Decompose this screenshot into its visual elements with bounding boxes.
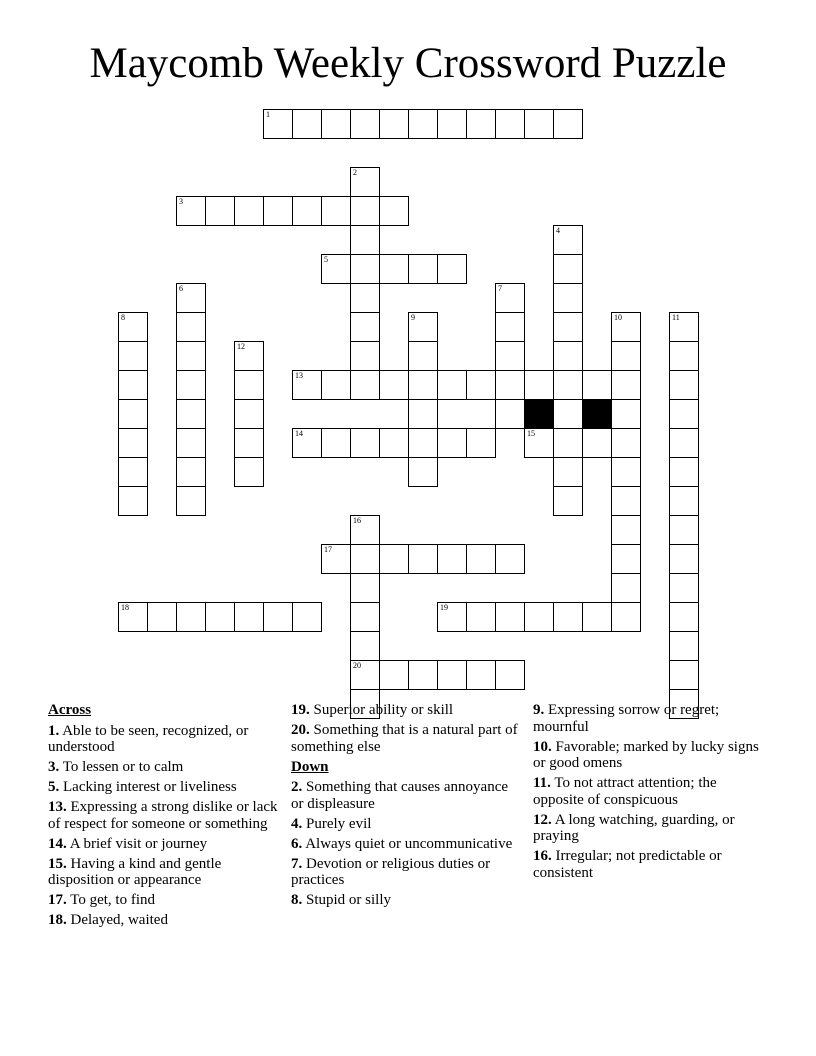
grid-cell[interactable] xyxy=(611,457,641,487)
grid-cell[interactable] xyxy=(611,515,641,545)
cell-number: 16 xyxy=(353,516,361,525)
clue-number: 1. xyxy=(48,722,60,739)
grid-cell[interactable] xyxy=(553,254,583,284)
grid-cell[interactable] xyxy=(524,370,554,400)
grid-cell[interactable] xyxy=(379,544,409,574)
grid-cell[interactable] xyxy=(669,486,699,516)
grid-cell[interactable] xyxy=(234,428,264,458)
grid-cell[interactable] xyxy=(350,225,380,255)
grid-cell[interactable] xyxy=(669,660,699,690)
grid-cell[interactable] xyxy=(408,341,438,371)
clue-number: 3. xyxy=(48,759,60,775)
grid-cell[interactable] xyxy=(350,515,380,545)
grid-cell[interactable] xyxy=(466,602,496,632)
grid-cell[interactable] xyxy=(466,428,496,458)
clue-down-11 xyxy=(533,775,763,808)
grid-cell[interactable] xyxy=(118,602,148,632)
grid-cell[interactable] xyxy=(611,312,641,342)
clue-number: 17. xyxy=(48,892,67,908)
grid-cell[interactable] xyxy=(524,428,554,458)
grid-cell[interactable] xyxy=(611,486,641,516)
grid-cell[interactable] xyxy=(669,399,699,429)
grid-cell[interactable] xyxy=(350,631,380,661)
grid-cell[interactable] xyxy=(118,399,148,429)
grid-cell[interactable] xyxy=(611,428,641,458)
grid-cell[interactable] xyxy=(611,573,641,603)
grid-cell[interactable] xyxy=(611,341,641,371)
grid-cell[interactable] xyxy=(350,341,380,371)
grid-cell[interactable] xyxy=(611,370,641,400)
grid-cell[interactable] xyxy=(408,544,438,574)
grid-cell[interactable] xyxy=(350,573,380,603)
cell-number: 5 xyxy=(324,255,328,264)
clue-down-6 xyxy=(291,836,521,853)
grid-cell[interactable] xyxy=(379,109,409,139)
grid-cell[interactable] xyxy=(350,312,380,342)
clue-number: 12. xyxy=(533,811,552,828)
clue-number: 7. xyxy=(291,855,303,872)
clue-text: Expressing sorrow or regret; mournful xyxy=(533,702,720,735)
cell-number: 18 xyxy=(121,603,129,612)
grid-cell[interactable] xyxy=(611,602,641,632)
grid-cell[interactable] xyxy=(582,370,612,400)
grid-cell[interactable] xyxy=(669,631,699,661)
grid-cell[interactable] xyxy=(292,109,322,139)
grid-cell[interactable] xyxy=(611,399,641,429)
clue-text: To lessen or to calm xyxy=(62,759,184,775)
grid-cell[interactable] xyxy=(234,399,264,429)
grid-cell[interactable] xyxy=(495,109,525,139)
grid-cell[interactable] xyxy=(495,660,525,690)
black-cell xyxy=(524,399,554,429)
grid-cell[interactable] xyxy=(292,602,322,632)
clue-down-4 xyxy=(291,816,521,833)
grid-cell[interactable] xyxy=(263,196,293,226)
grid-cell[interactable] xyxy=(379,196,409,226)
cell-number: 14 xyxy=(295,429,303,438)
grid-cell[interactable] xyxy=(553,428,583,458)
grid-cell[interactable] xyxy=(234,370,264,400)
cell-number: 7 xyxy=(498,284,502,293)
grid-cell[interactable] xyxy=(437,370,467,400)
clue-number: 16. xyxy=(533,848,552,864)
grid-cell[interactable] xyxy=(553,486,583,516)
grid-cell[interactable] xyxy=(669,573,699,603)
grid-cell[interactable] xyxy=(350,428,380,458)
grid-cell[interactable] xyxy=(437,254,467,284)
clue-down-9 xyxy=(533,702,763,735)
grid-cell[interactable] xyxy=(118,312,148,342)
grid-cell[interactable] xyxy=(118,428,148,458)
grid-cell[interactable] xyxy=(495,602,525,632)
grid-cell[interactable] xyxy=(379,428,409,458)
grid-cell[interactable] xyxy=(350,283,380,313)
grid-cell[interactable] xyxy=(350,109,380,139)
grid-cell[interactable] xyxy=(234,341,264,371)
cell-number: 17 xyxy=(324,545,332,554)
clue-down-2 xyxy=(291,779,521,812)
clue-text: Purely evil xyxy=(306,815,372,832)
grid-cell[interactable] xyxy=(408,399,438,429)
grid-cell[interactable] xyxy=(379,254,409,284)
grid-cell[interactable] xyxy=(437,660,467,690)
clue-across-1 xyxy=(48,723,280,756)
clue-text: Delayed, waited xyxy=(70,912,168,928)
clues-column-1 xyxy=(48,702,280,932)
clues-column-3 xyxy=(533,702,763,885)
grid-cell[interactable] xyxy=(321,196,351,226)
grid-cell[interactable] xyxy=(350,254,380,284)
grid-cell[interactable] xyxy=(495,399,525,429)
grid-cell[interactable] xyxy=(234,602,264,632)
grid-cell[interactable] xyxy=(118,486,148,516)
grid-cell[interactable] xyxy=(350,544,380,574)
grid-cell[interactable] xyxy=(669,544,699,574)
clue-across-18 xyxy=(48,912,280,929)
clue-text: Superior ability or skill xyxy=(313,702,454,718)
grid-cell[interactable] xyxy=(234,457,264,487)
clue-number: 14. xyxy=(48,835,67,852)
clue-number: 8. xyxy=(291,892,303,908)
cell-number: 12 xyxy=(237,342,245,351)
cell-number: 6 xyxy=(179,284,183,293)
grid-cell[interactable] xyxy=(176,602,206,632)
clue-text: Expressing a strong dislike or lack of respect for someone or something xyxy=(48,799,278,832)
grid-cell[interactable] xyxy=(437,544,467,574)
cell-number: 8 xyxy=(121,313,125,322)
grid-cell[interactable] xyxy=(176,196,206,226)
across-header: Across xyxy=(48,702,92,718)
grid-cell[interactable] xyxy=(437,109,467,139)
clue-text: Something that causes annoyance or displeasure xyxy=(291,779,509,812)
grid-cell[interactable] xyxy=(234,196,264,226)
grid-cell[interactable] xyxy=(669,602,699,632)
grid-cell[interactable] xyxy=(263,602,293,632)
down-header: Down xyxy=(291,758,329,775)
clue-text: Favorable; marked by lucky signs or good omens xyxy=(533,738,759,771)
cell-number: 3 xyxy=(179,197,183,206)
cell-number: 15 xyxy=(527,429,535,438)
clue-number: 13. xyxy=(48,799,67,815)
page-title: Maycomb Weekly Crossword Puzzle xyxy=(89,40,727,87)
grid-cell[interactable] xyxy=(553,109,583,139)
grid-cell[interactable] xyxy=(350,167,380,197)
clue-number: 4. xyxy=(291,815,303,832)
grid-cell[interactable] xyxy=(553,283,583,313)
clue-down-12 xyxy=(533,812,763,845)
grid-cell[interactable] xyxy=(524,109,554,139)
grid-cell[interactable] xyxy=(350,370,380,400)
clue-number: 15. xyxy=(48,855,67,872)
clues-column-2 xyxy=(291,702,521,912)
grid-cell[interactable] xyxy=(176,486,206,516)
grid-cell[interactable] xyxy=(321,109,351,139)
grid-cell[interactable] xyxy=(118,457,148,487)
grid-cell[interactable] xyxy=(321,370,351,400)
grid-cell[interactable] xyxy=(495,312,525,342)
grid-cell[interactable] xyxy=(292,370,322,400)
clue-across-5 xyxy=(48,779,280,796)
grid-cell[interactable] xyxy=(176,370,206,400)
grid-cell[interactable] xyxy=(408,428,438,458)
grid-cell[interactable] xyxy=(495,370,525,400)
grid-cell[interactable] xyxy=(553,457,583,487)
black-cell xyxy=(582,399,612,429)
clue-number: 6. xyxy=(291,835,303,852)
grid-cell[interactable] xyxy=(205,196,235,226)
grid-cell[interactable] xyxy=(350,196,380,226)
grid-cell[interactable] xyxy=(553,399,583,429)
grid-cell[interactable] xyxy=(321,254,351,284)
clue-text: Lacking interest or liveliness xyxy=(63,779,237,795)
clue-text: Stupid or silly xyxy=(306,892,392,908)
clue-text: Always quiet or uncommunicative xyxy=(305,835,513,852)
grid-cell[interactable] xyxy=(176,428,206,458)
grid-cell[interactable] xyxy=(408,370,438,400)
grid-cell[interactable] xyxy=(437,602,467,632)
clue-number: 11. xyxy=(533,775,551,791)
grid-cell[interactable] xyxy=(321,428,351,458)
grid-cell[interactable] xyxy=(466,370,496,400)
grid-cell[interactable] xyxy=(147,602,177,632)
grid-cell[interactable] xyxy=(611,544,641,574)
clue-across-13 xyxy=(48,799,280,832)
grid-cell[interactable] xyxy=(408,660,438,690)
grid-cell[interactable] xyxy=(553,225,583,255)
grid-cell[interactable] xyxy=(553,370,583,400)
clue-number: 2. xyxy=(291,779,303,795)
grid-cell[interactable] xyxy=(495,544,525,574)
grid-cell[interactable] xyxy=(669,515,699,545)
grid-cell[interactable] xyxy=(263,109,293,139)
cell-number: 4 xyxy=(556,226,560,235)
cell-number: 19 xyxy=(440,603,448,612)
clue-text: Devotion or religious duties or practices xyxy=(291,855,491,888)
grid-cell[interactable] xyxy=(408,254,438,284)
grid-cell[interactable] xyxy=(408,312,438,342)
clue-down-7 xyxy=(291,856,521,889)
clue-down-8 xyxy=(291,892,521,909)
cell-number: 10 xyxy=(614,313,622,322)
grid-cell[interactable] xyxy=(176,341,206,371)
grid-cell[interactable] xyxy=(379,660,409,690)
cell-number: 1 xyxy=(266,110,270,119)
grid-cell[interactable] xyxy=(321,544,351,574)
grid-cell[interactable] xyxy=(669,312,699,342)
grid-cell[interactable] xyxy=(176,312,206,342)
clue-text: A long watching, guarding, or praying xyxy=(533,811,735,844)
grid-cell[interactable] xyxy=(495,283,525,313)
grid-cell[interactable] xyxy=(350,602,380,632)
clue-text: Irregular; not predictable or consistent xyxy=(533,848,722,881)
grid-cell[interactable] xyxy=(582,602,612,632)
clue-down-10 xyxy=(533,739,763,772)
grid-cell[interactable] xyxy=(495,341,525,371)
grid-cell[interactable] xyxy=(118,341,148,371)
grid-cell[interactable] xyxy=(669,341,699,371)
grid-cell[interactable] xyxy=(669,370,699,400)
clue-down-16 xyxy=(533,848,763,881)
grid-cell[interactable] xyxy=(669,428,699,458)
cell-number: 13 xyxy=(295,371,303,380)
grid-cell[interactable] xyxy=(466,544,496,574)
clue-number: 5. xyxy=(48,779,60,795)
grid-cell[interactable] xyxy=(350,660,380,690)
clue-text: Able to be seen, recognized, or understood xyxy=(48,722,249,755)
grid-cell[interactable] xyxy=(118,370,148,400)
cell-number: 2 xyxy=(353,168,357,177)
grid-cell[interactable] xyxy=(437,428,467,458)
grid-cell[interactable] xyxy=(205,602,235,632)
clue-across-14 xyxy=(48,836,280,853)
grid-cell[interactable] xyxy=(553,602,583,632)
clue-text: To get, to find xyxy=(70,892,156,908)
grid-cell[interactable] xyxy=(408,109,438,139)
cell-number: 9 xyxy=(411,313,415,322)
cell-number: 11 xyxy=(672,313,680,322)
cell-number: 20 xyxy=(353,661,361,670)
clue-across-17 xyxy=(48,892,280,909)
grid-cell[interactable] xyxy=(466,660,496,690)
grid-cell[interactable] xyxy=(176,399,206,429)
grid-cell[interactable] xyxy=(553,312,583,342)
clue-text: To not attract attention; the opposite of conspicuous xyxy=(533,775,717,808)
clue-number: 19. xyxy=(291,702,310,718)
clue-number: 20. xyxy=(291,722,310,738)
clue-number: 10. xyxy=(533,738,552,755)
clue-across-20 xyxy=(291,722,521,755)
clue-number: 18. xyxy=(48,912,67,928)
clue-across-3 xyxy=(48,759,280,776)
clue-text: A brief visit or journey xyxy=(69,835,208,852)
grid-cell[interactable] xyxy=(669,457,699,487)
grid-cell[interactable] xyxy=(379,370,409,400)
grid-cell[interactable] xyxy=(176,457,206,487)
clue-across-15 xyxy=(48,856,280,889)
clue-text: Something that is a natural part of something else xyxy=(291,722,518,755)
grid-cell[interactable] xyxy=(292,196,322,226)
grid-cell[interactable] xyxy=(466,109,496,139)
grid-cell[interactable] xyxy=(524,602,554,632)
grid-cell[interactable] xyxy=(292,428,322,458)
clue-number: 9. xyxy=(533,702,545,718)
grid-cell[interactable] xyxy=(582,428,612,458)
grid-cell[interactable] xyxy=(553,341,583,371)
clue-text: Having a kind and gentle disposition or appearance xyxy=(48,855,222,888)
grid-cell[interactable] xyxy=(408,457,438,487)
grid-cell[interactable] xyxy=(176,283,206,313)
clue-across-19 xyxy=(291,702,521,719)
